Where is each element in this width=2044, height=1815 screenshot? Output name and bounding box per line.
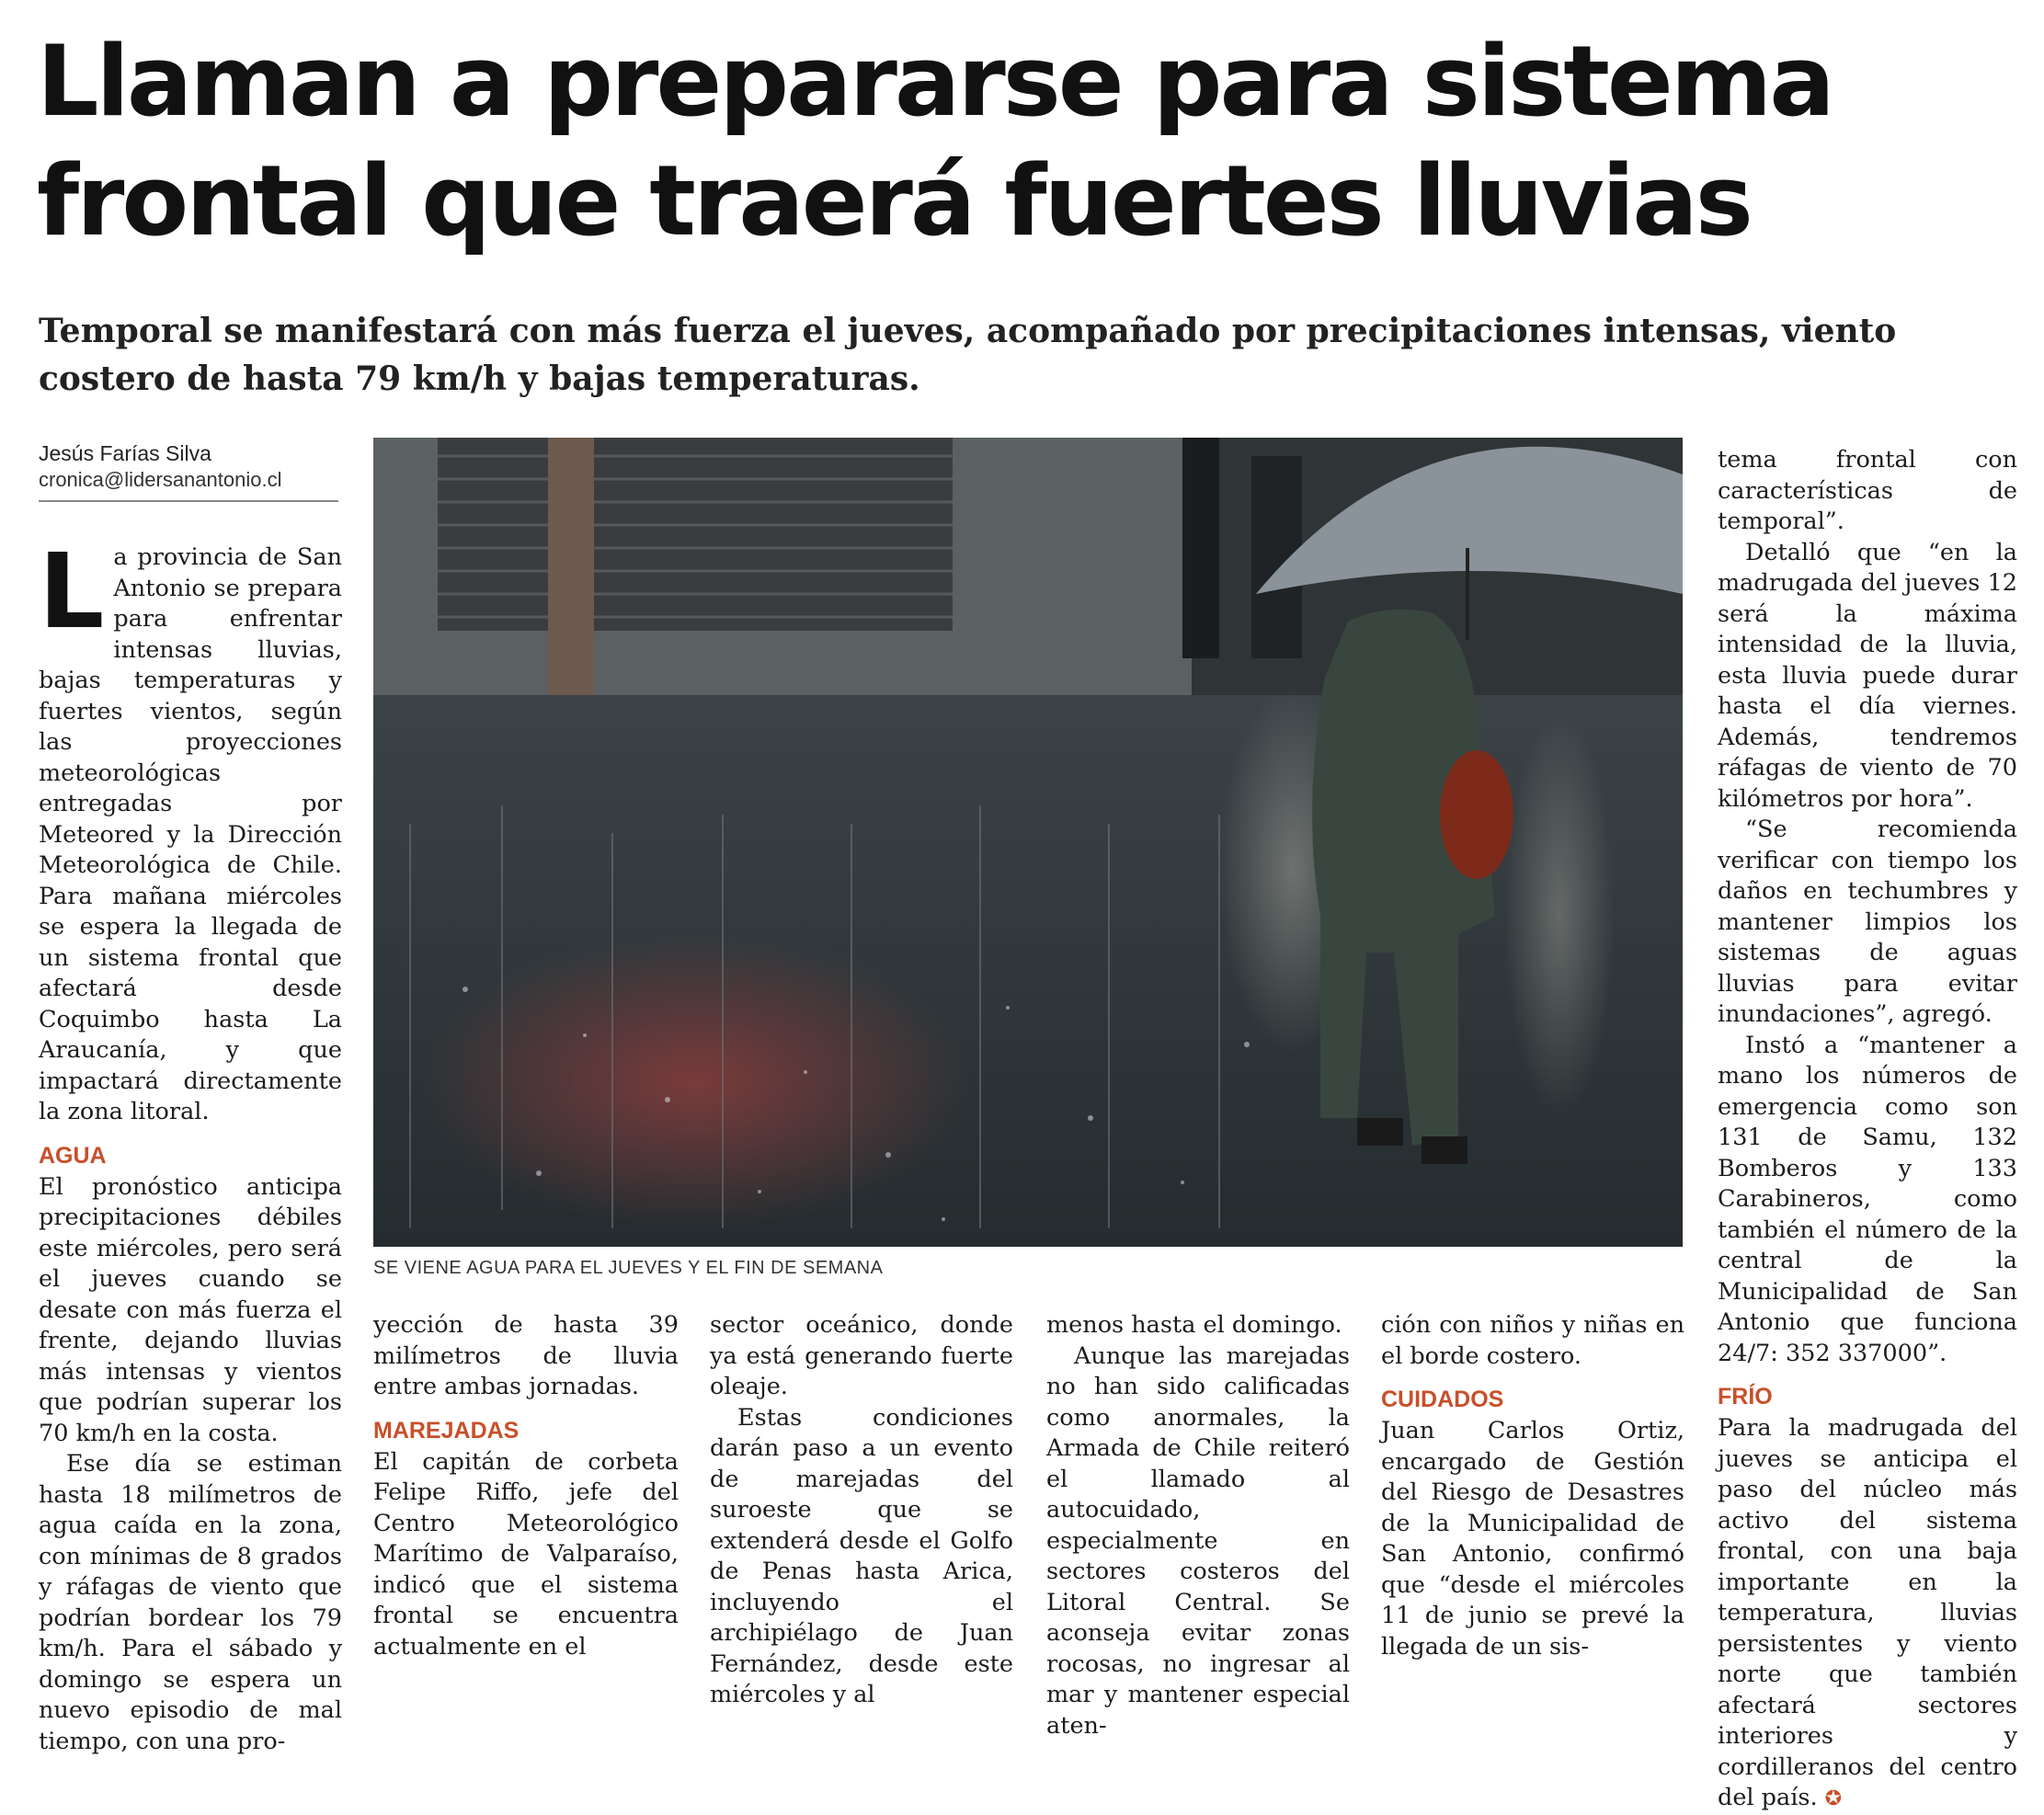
column-2: [373, 1310, 679, 1662]
section-heading-frio: FRÍO: [1718, 1384, 1773, 1410]
section-heading-marejadas: MAREJADAS: [373, 1417, 520, 1444]
byline-divider: [39, 500, 338, 502]
column-1: [39, 532, 342, 1757]
column-5: [1381, 1310, 1684, 1662]
paragraph: ción con niños y niñas en el borde costero.: [1381, 1311, 1684, 1370]
paragraph: Estas condiciones darán paso a un evento de marejadas del suroeste que se extenderá desde el Golfo de Penas hasta Arica, incluyendo el archipiélago de Juan Fernández, desde este miércoles y al: [710, 1403, 1013, 1708]
headline: [37, 22, 2014, 261]
headline-line-2: frontal que traerá fuertes lluvias: [37, 144, 1751, 257]
paragraph: Detalló que “en la madrugada del jueves 12 será la máxima intensidad de la lluvia, esta lluvia puede durar hasta el día viernes. Además, tendremos ráfagas de viento de 70 kilómetros por hora”.: [1718, 538, 2017, 813]
lead-paragraph: La provincia de San Antonio se prepara para enfrentar intensas lluvias, bajas temperaturas y fuertes vientos, según las proyecciones meteorológicas entregadas por Meteored y la Dirección Meteorológica de Chile. Para mañana miércoles se espera la llegada de un sistema frontal que afectará desde Coquimbo hasta La Araucanía, y que impactará directamente la zona litoral.: [39, 532, 342, 1125]
section-heading-cuidados: CUIDADOS: [1381, 1387, 1504, 1412]
paragraph: El capitán de corbeta Felipe Riffo, jefe del Centro Meteorológico Marítimo de Valparaíso, indicó que el sistema frontal se encuentra actualmente en el: [373, 1447, 679, 1661]
paragraph: Para la madrugada del jueves se anticipa el paso del núcleo más activo del sistema frontal, con una baja importante en la temperatura, lluvias persistentes y viento norte que también afectará sectores interiores y cordilleranos del centro del país. ✪: [1718, 1414, 2017, 1811]
paragraph: yección de hasta 39 milímetros de lluvia entre ambas jornadas.: [373, 1311, 679, 1400]
photo-caption: SE VIENE AGUA PARA EL JUEVES Y EL FIN DE SEMANA: [373, 1258, 884, 1278]
byline: [39, 439, 342, 493]
paragraph: menos hasta el domingo.: [1046, 1311, 1342, 1339]
section-heading-agua: AGUA: [39, 1142, 107, 1169]
subheadline: Temporal se manifestará con más fuerza el jueves, acompañado por precipitaciones intensas, viento costero de hasta 79 km/h y bajas temperaturas.: [39, 312, 1897, 398]
photo-illustration: [373, 438, 1683, 1247]
author-email: cronica@lidersanantonio.cl: [39, 468, 282, 491]
headline-line-1: Llaman a prepararse para sistema: [37, 25, 1833, 138]
rain-street-photo: [373, 438, 1683, 1247]
paragraph: sector oceánico, donde ya está generando fuerte oleaje.: [710, 1311, 1013, 1400]
column-3: [710, 1310, 1013, 1711]
paragraph: El pronóstico anticipa precipitaciones débiles este miércoles, pero será el jueves cuando se desate con más fuerza el frente, dejando lluvias más intensas y vientos que podrían superar los 70 km/h en la costa.: [39, 1172, 342, 1447]
paragraph: Instó a “mantener a mano los números de emergencia como son 131 de Samu, 132 Bomberos y 133 Carabineros, como también el número de la central de la Municipalidad de San Antonio que funciona 24/7: 352 337000”.: [1718, 1031, 2017, 1367]
paragraph: “Se recomienda verificar con tiempo los daños en techumbres y mantener limpios los sistemas de aguas lluvias para evitar inundaciones”, agregó.: [1718, 816, 2017, 1028]
paragraph: Aunque las marejadas no han sido calificadas como anormales, la Armada de Chile reiteró el llamado al autocuidado, especialmente en sectores costeros del Litoral Central. Se aconseja evitar zonas rocosas, no ingresar al mar y mantener especial aten-: [1046, 1341, 1350, 1740]
column-4: [1046, 1310, 1350, 1741]
drop-cap: L: [39, 532, 105, 652]
author-name: Jesús Farías Silva: [39, 441, 211, 465]
column-6: [1718, 445, 2017, 1815]
paragraph: Ese día se estiman hasta 18 milímetros de agua caída en la zona, con mínimas de 8 grados y ráfagas de viento que podrían bordear los 79 km/h. Para el sábado y domingo se espera un nuevo episodio de mal tiempo, con una pro-: [39, 1450, 342, 1755]
paragraph: Juan Carlos Ortiz, encargado de Gestión del Riesgo de Desastres de la Municipalidad de San Antonio, confirmó que “desde el miércoles 11 de junio se prevé la llegada de un sis-: [1381, 1417, 1684, 1661]
end-mark-icon: ✪: [1824, 1787, 1843, 1810]
paragraph: tema frontal con características de temporal”.: [1718, 446, 2017, 535]
